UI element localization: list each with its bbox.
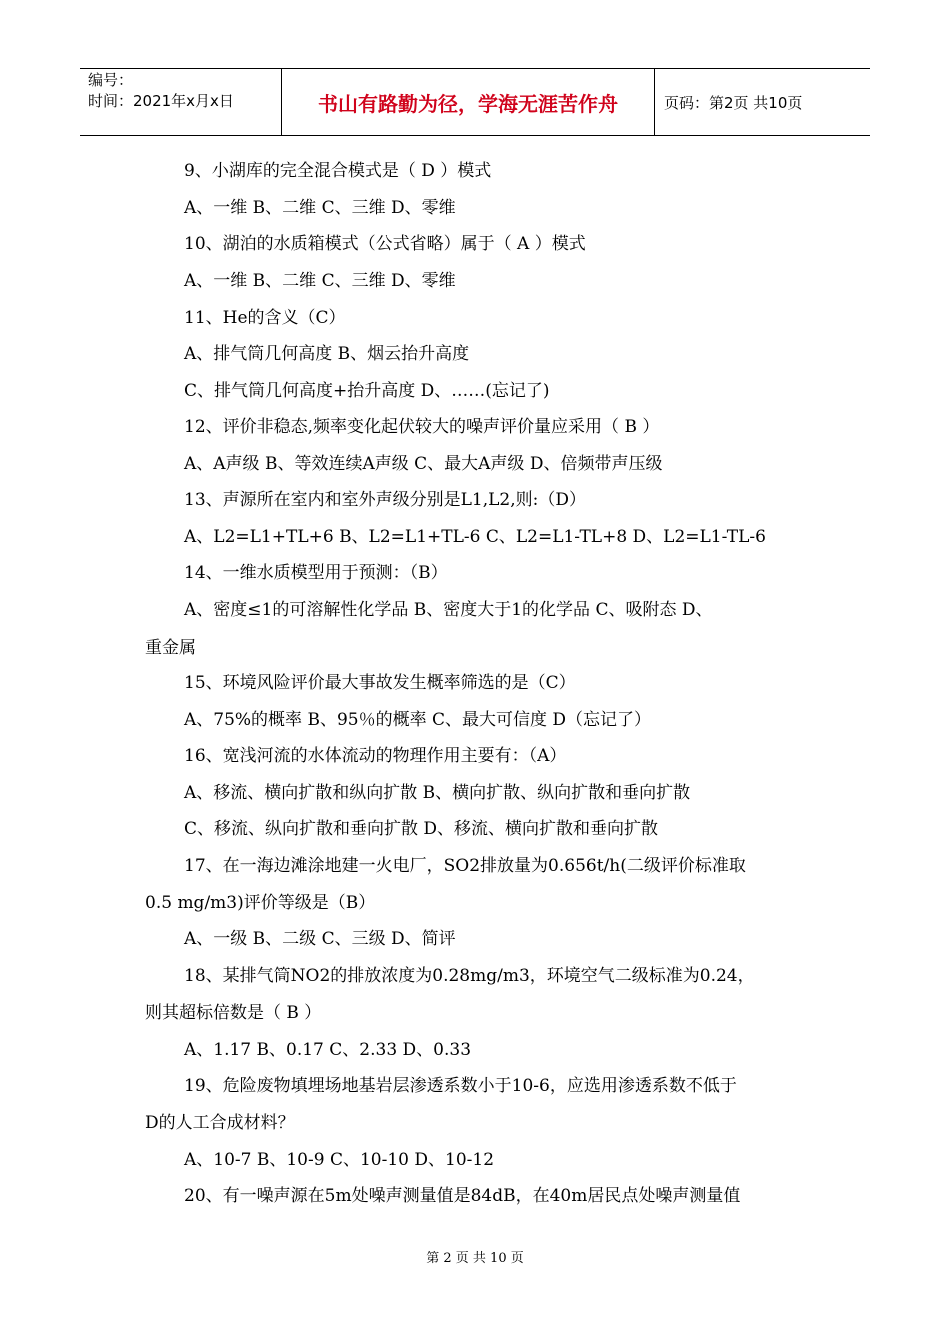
text-line: D的人工合成材料？ (145, 1113, 295, 1133)
page-footer: 第 2 页 共 10 页 (426, 1251, 524, 1266)
text-line: 9、小湖库的完全混合模式是（ D ）模式 (184, 161, 492, 181)
header-top-line (80, 68, 870, 69)
header-divider (654, 68, 655, 136)
text-line: 10、湖泊的水质箱模式（公式省略）属于（ A ）模式 (184, 234, 586, 254)
document-number: 编号： (88, 71, 134, 89)
text-line: C、移流、纵向扩散和垂向扩散 D、移流、横向扩散和垂向扩散 (184, 819, 659, 839)
text-line: 12、评价非稳态,频率变化起伏较大的噪声评价量应采用（ B ） (184, 417, 660, 437)
text-line: 14、一维水质模型用于预测：（B） (184, 563, 448, 583)
text-line: A、75%的概率 B、95％的概率 C、最大可信度 D（忘记了） (184, 710, 652, 730)
text-line: A、一维 B、二维 C、三维 D、零维 (184, 271, 456, 291)
text-line: 11、He的含义（C） (184, 308, 346, 328)
text-line: 16、宽浅河流的水体流动的物理作用主要有：（A） (184, 746, 567, 766)
text-line: 则其超标倍数是（ B ） (145, 1003, 322, 1023)
text-line: A、A声级 B、等效连续A声级 C、最大A声级 D、倍频带声压级 (184, 454, 663, 474)
text-line: A、移流、横向扩散和纵向扩散 B、横向扩散、纵向扩散和垂向扩散 (184, 783, 691, 803)
text-line: 19、危险废物填埋场地基岩层渗透系数小于10-6，应选用渗透系数不低于 (184, 1076, 737, 1096)
text-line: 重金属 (145, 638, 196, 658)
text-line: A、1.17 B、0.17 C、2.33 D、0.33 (184, 1040, 472, 1060)
header-meta (88, 70, 234, 112)
text-line: 15、环境风险评价最大事故发生概率筛选的是（C） (184, 673, 576, 693)
text-line: A、L2=L1+TL+6 B、L2=L1+TL-6 C、L2=L1-TL+8 D、L2=L1-TL-6 (184, 527, 766, 547)
text-line: A、密度≤1的可溶解性化学品 B、密度大于1的化学品 C、吸附态 D、 (184, 600, 713, 620)
text-line: 17、在一海边滩涂地建一火电厂，SO2排放量为0.656t/h(二级评价标准取 (184, 856, 746, 876)
text-line: 0.5 mg/m3)评价等级是（B） (145, 893, 376, 913)
text-line: A、一级 B、二级 C、三级 D、简评 (184, 929, 456, 949)
header-page-info: 页码：第2页 共10页 (664, 94, 803, 112)
text-line: 13、声源所在室内和室外声级分别是L1,L2,则:（D） (184, 490, 587, 510)
text-line: A、排气筒几何高度 B、烟云抬升高度 (184, 344, 470, 364)
text-line: 18、某排气筒NO2的排放浓度为0.28mg/m3，环境空气二级标准为0.24， (184, 966, 755, 986)
text-line: A、一维 B、二维 C、三维 D、零维 (184, 198, 456, 218)
text-line: A、10-7 B、10-9 C、10-10 D、10-12 (184, 1150, 495, 1170)
text-line: 20、有一噪声源在5m处噪声测量值是84dB，在40m居民点处噪声测量值 (184, 1186, 741, 1206)
document-time: 时间：2021年x月x日 (88, 92, 234, 110)
header-motto: 书山有路勤为径，学海无涯苦作舟 (318, 92, 618, 116)
text-line: C、排气筒几何高度+抬升高度 D、……(忘记了) (184, 381, 550, 401)
header-bottom-line (80, 135, 870, 136)
